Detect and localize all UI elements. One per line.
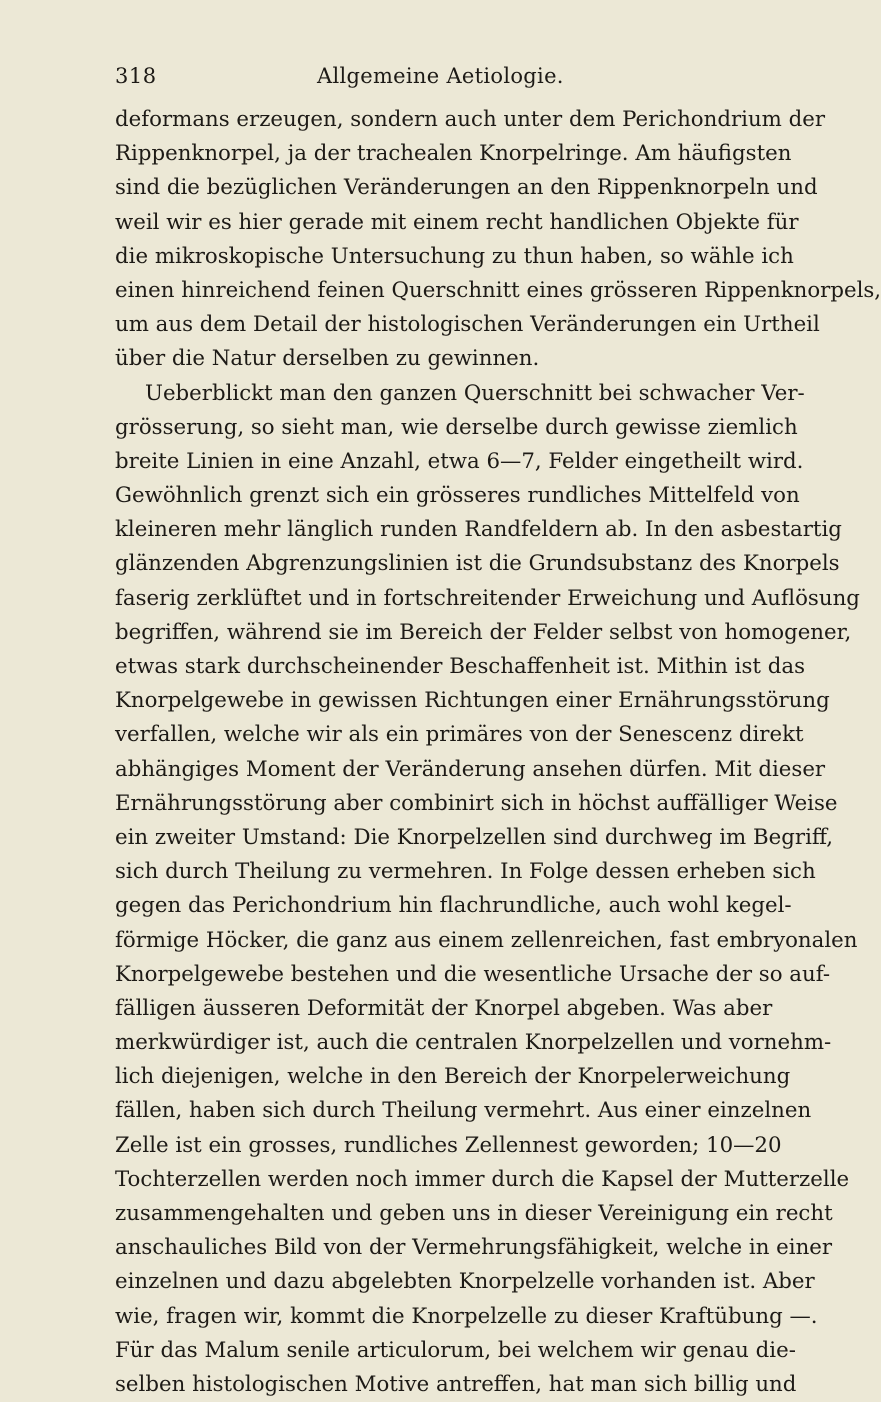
text-line: etwas stark durchscheinender Beschaffenheit ist. Mithin ist das — [115, 654, 805, 679]
paragraph-end-line: über die Natur derselben zu gewinnen. — [115, 346, 540, 372]
paragraph-start-line: Ueberblickt man den ganzen Querschnitt bei schwacher Ver- — [145, 380, 805, 406]
text-line: selben histologischen Motive antreffen, hat man sich billig und — [115, 1371, 797, 1397]
text-line: die mikroskopische Untersuchung zu thun haben, so wähle ich — [115, 243, 794, 269]
text-line: verfallen, welche wir als ein primäres von der Senescenz direkt — [115, 722, 804, 748]
text-line: Für das Malum senile articulorum, bei welchem wir genau die- — [115, 1337, 796, 1363]
text-line: grösserung, so sieht man, wie derselbe durch gewisse ziemlich — [115, 414, 798, 440]
text-line: fällen, haben sich durch Theilung vermehrt. Aus einer einzelnen — [115, 1098, 812, 1124]
text-line: sind die bezüglichen Veränderungen an den Rippenknorpeln und — [115, 175, 818, 201]
text-line: anschauliches Bild von der Vermehrungsfähigkeit, welche in einer — [115, 1235, 833, 1261]
text-line: wie, fragen wir, kommt die Knorpelzelle zu dieser Kraftübung —. — [115, 1303, 818, 1329]
text-line: zusammengehalten und geben uns in dieser Vereinigung ein recht — [115, 1201, 833, 1226]
text-line: förmige Höcker, die ganz aus einem zellenreichen, fast embryonalen — [115, 927, 858, 953]
text-line: abhängiges Moment der Veränderung ansehen dürfen. Mit dieser — [115, 756, 826, 782]
text-line: deformans erzeugen, sondern auch unter dem Perichondrium der — [115, 107, 826, 132]
text-line: einzelnen und dazu abgelebten Knorpelzelle vorhanden ist. Aber — [115, 1269, 815, 1295]
running-title: Allgemeine Aetiologie. — [317, 64, 564, 88]
text-line: Zelle ist ein grosses, rundliches Zellennest geworden; 10—20 — [115, 1132, 782, 1158]
body-text — [115, 103, 881, 1402]
page-header — [115, 64, 738, 94]
text-line: kleineren mehr länglich runden Randfeldern ab. In den asbestartig — [115, 517, 842, 543]
text-line: Gewöhnlich grenzt sich ein grösseres rundliches Mittelfeld von — [115, 483, 800, 509]
text-line: Ernährungsstörung aber combinirt sich in höchst auffälliger Weise — [115, 790, 838, 816]
text-line: sich durch Theilung zu vermehren. In Folge dessen erheben sich — [115, 859, 816, 885]
text-line: Tochterzellen werden noch immer durch die Kapsel der Mutterzelle — [115, 1166, 850, 1192]
text-line: faserig zerklüftet und in fortschreitender Erweichung und Auflösung — [115, 585, 860, 611]
text-line: begriffen, während sie im Bereich der Felder selbst von homogener, — [115, 619, 852, 645]
text-line: um aus dem Detail der histologischen Veränderungen ein Urtheil — [115, 312, 820, 338]
text-line: merkwürdiger ist, auch die centralen Knorpelzellen und vornehm- — [115, 1030, 832, 1056]
text-line: Knorpelgewebe in gewissen Richtungen einer Ernährungsstörung — [115, 688, 830, 714]
text-line: Knorpelgewebe bestehen und die wesentliche Ursache der so auf- — [115, 961, 831, 987]
text-line: fälligen äusseren Deformität der Knorpel abgeben. Was aber — [115, 995, 773, 1021]
text-line: lich diejenigen, welche in den Bereich der Knorpelerweichung — [115, 1064, 791, 1090]
text-line: gegen das Perichondrium hin flachrundliche, auch wohl kegel- — [115, 893, 792, 919]
text-line: einen hinreichend feinen Querschnitt eines grösseren Rippenknorpels, — [115, 277, 881, 303]
text-line: weil wir es hier gerade mit einem recht handlichen Objekte für — [115, 209, 799, 235]
text-line: ein zweiter Umstand: Die Knorpelzellen sind durchweg im Begriff, — [115, 824, 834, 850]
text-line: breite Linien in eine Anzahl, etwa 6—7, Felder eingetheilt wird. — [115, 448, 804, 474]
text-line: Rippenknorpel, ja der trachealen Knorpelringe. Am häufigsten — [115, 141, 792, 167]
text-line: glänzenden Abgrenzungslinien ist die Grundsubstanz des Knorpels — [115, 551, 840, 577]
page-number: 318 — [115, 64, 157, 88]
